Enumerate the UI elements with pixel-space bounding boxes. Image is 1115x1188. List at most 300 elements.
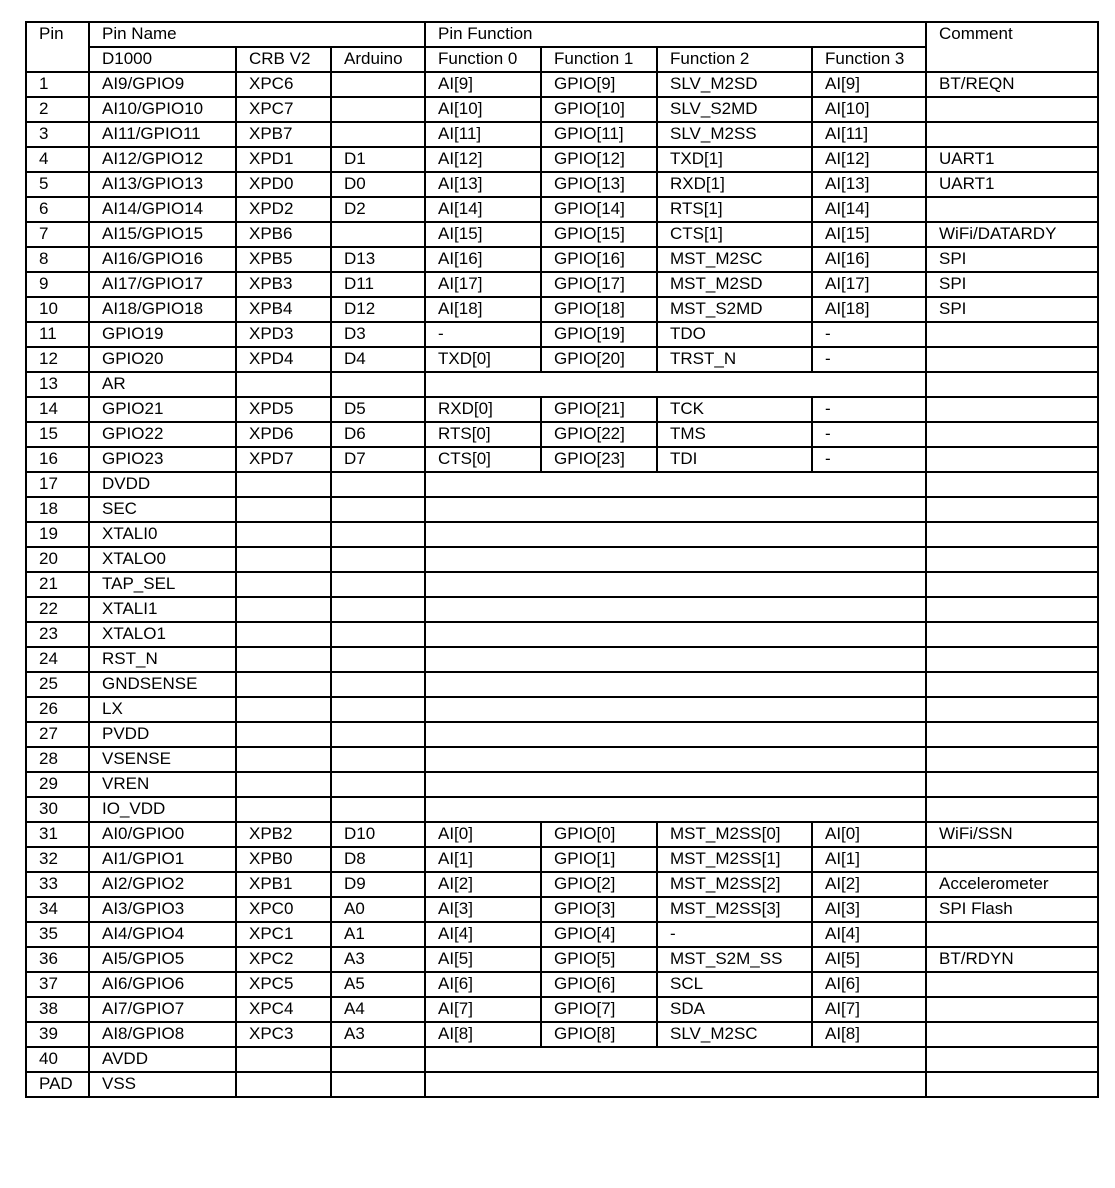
cell-crb-v2: XPC4 [236,997,331,1022]
cell-comment [926,572,1098,597]
cell-pin: 21 [26,572,89,597]
cell-pin: 38 [26,997,89,1022]
cell-arduino [331,372,425,397]
table-row [26,147,1098,172]
cell-comment: SPI Flash [926,897,1098,922]
cell-function-2: SLV_S2MD [657,97,812,122]
cell-comment [926,397,1098,422]
cell-function-2: MST_M2SS[3] [657,897,812,922]
cell-function-3: AI[6] [812,972,926,997]
cell-function-1: GPIO[13] [541,172,657,197]
cell-crb-v2 [236,472,331,497]
cell-arduino [331,647,425,672]
cell-function-2: CTS[1] [657,222,812,247]
cell-function-2: SLV_M2SD [657,72,812,97]
cell-function-0: AI[8] [425,1022,541,1047]
cell-function-0: TXD[0] [425,347,541,372]
cell-d1000: AI2/GPIO2 [89,872,236,897]
cell-arduino [331,222,425,247]
cell-function-0: AI[5] [425,947,541,972]
cell-crb-v2: XPC6 [236,72,331,97]
cell-function-3: AI[9] [812,72,926,97]
cell-crb-v2: XPD0 [236,172,331,197]
cell-function-1: GPIO[16] [541,247,657,272]
table-row [26,672,1098,697]
cell-crb-v2: XPB5 [236,247,331,272]
table-row [26,522,1098,547]
cell-crb-v2: XPB7 [236,122,331,147]
cell-pin-function-empty [425,547,926,572]
cell-function-1: GPIO[4] [541,922,657,947]
header-function-2: Function 2 [657,47,812,72]
cell-function-0: RTS[0] [425,422,541,447]
cell-pin: 5 [26,172,89,197]
table-row [26,247,1098,272]
header-comment: Comment [926,22,1098,72]
cell-arduino [331,1072,425,1097]
cell-function-3: AI[1] [812,847,926,872]
cell-d1000: AI3/GPIO3 [89,897,236,922]
cell-pin: 36 [26,947,89,972]
table-row [26,647,1098,672]
cell-pin: 19 [26,522,89,547]
cell-pin: 32 [26,847,89,872]
cell-arduino [331,1047,425,1072]
cell-arduino [331,122,425,147]
cell-crb-v2: XPB1 [236,872,331,897]
cell-crb-v2 [236,697,331,722]
cell-d1000: AI15/GPIO15 [89,222,236,247]
cell-arduino [331,522,425,547]
cell-comment [926,972,1098,997]
cell-function-0: AI[0] [425,822,541,847]
cell-d1000: AI1/GPIO1 [89,847,236,872]
cell-function-3: AI[2] [812,872,926,897]
cell-pin-function-empty [425,497,926,522]
cell-pin: 10 [26,297,89,322]
cell-comment [926,597,1098,622]
cell-crb-v2: XPC7 [236,97,331,122]
cell-arduino: D9 [331,872,425,897]
header-function-1: Function 1 [541,47,657,72]
cell-comment [926,922,1098,947]
cell-comment: BT/REQN [926,72,1098,97]
table-row [26,972,1098,997]
cell-pin-function-empty [425,672,926,697]
cell-function-2: MST_M2SD [657,272,812,297]
cell-pin-function-empty [425,722,926,747]
cell-function-2: MST_M2SS[2] [657,872,812,897]
cell-crb-v2: XPB2 [236,822,331,847]
cell-pin-function-empty [425,1047,926,1072]
cell-function-2: TMS [657,422,812,447]
cell-d1000: AI12/GPIO12 [89,147,236,172]
cell-pin-function-empty [425,772,926,797]
header-d1000: D1000 [89,47,236,72]
cell-crb-v2: XPD5 [236,397,331,422]
cell-comment [926,647,1098,672]
cell-arduino [331,747,425,772]
cell-function-1: GPIO[22] [541,422,657,447]
table-row [26,847,1098,872]
cell-d1000: AI10/GPIO10 [89,97,236,122]
cell-function-2: TCK [657,397,812,422]
cell-d1000: XTALI0 [89,522,236,547]
cell-d1000: AI17/GPIO17 [89,272,236,297]
cell-function-3: - [812,347,926,372]
table-row [26,1072,1098,1097]
cell-d1000: AI14/GPIO14 [89,197,236,222]
cell-pin: 29 [26,772,89,797]
cell-pin: 17 [26,472,89,497]
cell-crb-v2: XPB0 [236,847,331,872]
cell-crb-v2: XPC5 [236,972,331,997]
cell-pin-function-empty [425,472,926,497]
cell-d1000: GPIO19 [89,322,236,347]
cell-comment [926,522,1098,547]
cell-arduino: A3 [331,1022,425,1047]
cell-arduino: D10 [331,822,425,847]
cell-crb-v2: XPD6 [236,422,331,447]
cell-arduino: D11 [331,272,425,297]
cell-function-2: MST_M2SS[0] [657,822,812,847]
cell-function-1: GPIO[17] [541,272,657,297]
cell-arduino: D0 [331,172,425,197]
table-row [26,397,1098,422]
cell-pin: 13 [26,372,89,397]
cell-function-3: AI[8] [812,1022,926,1047]
cell-crb-v2 [236,1072,331,1097]
table-row [26,372,1098,397]
cell-crb-v2: XPB6 [236,222,331,247]
table-row [26,547,1098,572]
cell-function-3: AI[13] [812,172,926,197]
cell-function-2: RTS[1] [657,197,812,222]
cell-crb-v2: XPD2 [236,197,331,222]
cell-crb-v2: XPD3 [236,322,331,347]
cell-pin-function-empty [425,747,926,772]
cell-d1000: VREN [89,772,236,797]
cell-comment [926,697,1098,722]
cell-pin: 23 [26,622,89,647]
table-row [26,722,1098,747]
cell-comment [926,497,1098,522]
cell-function-1: GPIO[6] [541,972,657,997]
cell-comment: Accelerometer [926,872,1098,897]
cell-d1000: AI16/GPIO16 [89,247,236,272]
cell-d1000: DVDD [89,472,236,497]
cell-pin: 27 [26,722,89,747]
cell-function-0: AI[12] [425,147,541,172]
cell-d1000: AI11/GPIO11 [89,122,236,147]
cell-function-2: TXD[1] [657,147,812,172]
cell-comment: UART1 [926,172,1098,197]
cell-comment [926,797,1098,822]
cell-comment [926,1047,1098,1072]
cell-function-3: AI[16] [812,247,926,272]
cell-arduino [331,672,425,697]
cell-comment [926,1072,1098,1097]
cell-d1000: AI7/GPIO7 [89,997,236,1022]
cell-pin-function-empty [425,597,926,622]
cell-d1000: SEC [89,497,236,522]
table-row [26,297,1098,322]
cell-function-0: AI[4] [425,922,541,947]
table-row [26,697,1098,722]
cell-function-2: - [657,922,812,947]
cell-arduino: D13 [331,247,425,272]
header-function-0: Function 0 [425,47,541,72]
cell-arduino: D12 [331,297,425,322]
cell-pin-function-empty [425,622,926,647]
cell-pin: 3 [26,122,89,147]
cell-comment: WiFi/DATARDY [926,222,1098,247]
cell-pin: 6 [26,197,89,222]
cell-pin: 14 [26,397,89,422]
table-row [26,947,1098,972]
cell-d1000: GPIO20 [89,347,236,372]
cell-function-1: GPIO[15] [541,222,657,247]
table-row [26,472,1098,497]
cell-function-1: GPIO[21] [541,397,657,422]
cell-function-2: TRST_N [657,347,812,372]
table-row [26,772,1098,797]
cell-function-1: GPIO[8] [541,1022,657,1047]
cell-function-0: AI[7] [425,997,541,1022]
cell-pin: 11 [26,322,89,347]
cell-pin: 12 [26,347,89,372]
table-row [26,1022,1098,1047]
cell-function-1: GPIO[20] [541,347,657,372]
cell-arduino: D6 [331,422,425,447]
cell-arduino: D3 [331,322,425,347]
table-row [26,897,1098,922]
cell-function-1: GPIO[23] [541,447,657,472]
cell-d1000: TAP_SEL [89,572,236,597]
cell-comment [926,772,1098,797]
pin-table [25,21,1099,1098]
cell-comment [926,122,1098,147]
cell-pin: 15 [26,422,89,447]
cell-function-3: AI[15] [812,222,926,247]
cell-pin-function-empty [425,797,926,822]
cell-function-0: AI[18] [425,297,541,322]
cell-pin: 9 [26,272,89,297]
cell-arduino [331,472,425,497]
cell-comment [926,347,1098,372]
cell-comment [926,997,1098,1022]
cell-comment [926,847,1098,872]
header-crb-v2: CRB V2 [236,47,331,72]
table-row [26,122,1098,147]
cell-crb-v2 [236,372,331,397]
cell-function-3: AI[7] [812,997,926,1022]
cell-d1000: AI8/GPIO8 [89,1022,236,1047]
cell-function-0: AI[13] [425,172,541,197]
header-row-group [26,22,1098,47]
cell-arduino: A0 [331,897,425,922]
cell-d1000: XTALO0 [89,547,236,572]
cell-function-1: GPIO[0] [541,822,657,847]
cell-function-2: SLV_M2SC [657,1022,812,1047]
cell-function-1: GPIO[1] [541,847,657,872]
cell-function-0: AI[1] [425,847,541,872]
cell-function-0: AI[16] [425,247,541,272]
cell-crb-v2 [236,572,331,597]
cell-function-0: AI[14] [425,197,541,222]
cell-comment [926,722,1098,747]
cell-arduino [331,72,425,97]
cell-function-0: AI[11] [425,122,541,147]
cell-pin: 31 [26,822,89,847]
cell-function-3: AI[10] [812,97,926,122]
table-row [26,872,1098,897]
cell-pin: 30 [26,797,89,822]
table-row [26,797,1098,822]
cell-pin: 24 [26,647,89,672]
table-row [26,172,1098,197]
cell-function-3: AI[0] [812,822,926,847]
cell-function-2: SDA [657,997,812,1022]
table-row [26,1047,1098,1072]
cell-d1000: AR [89,372,236,397]
cell-pin: 20 [26,547,89,572]
cell-arduino: A1 [331,922,425,947]
header-pin-function: Pin Function [425,22,926,47]
cell-d1000: AVDD [89,1047,236,1072]
cell-d1000: AI18/GPIO18 [89,297,236,322]
cell-comment [926,747,1098,772]
cell-function-2: TDI [657,447,812,472]
cell-arduino: A5 [331,972,425,997]
cell-function-2: SLV_M2SS [657,122,812,147]
cell-function-3: - [812,422,926,447]
cell-function-0: AI[2] [425,872,541,897]
table-row [26,222,1098,247]
cell-pin: 39 [26,1022,89,1047]
cell-crb-v2 [236,522,331,547]
cell-crb-v2 [236,497,331,522]
cell-crb-v2 [236,722,331,747]
cell-comment [926,672,1098,697]
cell-function-3: - [812,447,926,472]
cell-pin-function-empty [425,572,926,597]
cell-comment [926,197,1098,222]
cell-d1000: PVDD [89,722,236,747]
cell-pin: 2 [26,97,89,122]
cell-d1000: AI4/GPIO4 [89,922,236,947]
cell-function-0: AI[15] [425,222,541,247]
cell-comment [926,372,1098,397]
cell-d1000: GNDSENSE [89,672,236,697]
cell-comment: SPI [926,272,1098,297]
table-row [26,72,1098,97]
cell-d1000: AI0/GPIO0 [89,822,236,847]
cell-pin: 26 [26,697,89,722]
table-row [26,422,1098,447]
cell-crb-v2 [236,772,331,797]
cell-d1000: IO_VDD [89,797,236,822]
cell-crb-v2 [236,797,331,822]
cell-pin: 16 [26,447,89,472]
header-pin-name: Pin Name [89,22,425,47]
cell-crb-v2 [236,547,331,572]
cell-pin-function-empty [425,647,926,672]
cell-function-0: AI[17] [425,272,541,297]
cell-crb-v2: XPC1 [236,922,331,947]
cell-comment [926,447,1098,472]
cell-d1000: XTALO1 [89,622,236,647]
cell-arduino [331,97,425,122]
cell-function-1: GPIO[2] [541,872,657,897]
cell-arduino [331,497,425,522]
cell-function-0: AI[10] [425,97,541,122]
cell-pin: PAD [26,1072,89,1097]
cell-pin-function-empty [425,697,926,722]
cell-crb-v2 [236,1047,331,1072]
cell-comment [926,322,1098,347]
cell-arduino [331,572,425,597]
cell-arduino: A4 [331,997,425,1022]
cell-function-2: MST_M2SS[1] [657,847,812,872]
cell-d1000: AI13/GPIO13 [89,172,236,197]
cell-function-1: GPIO[5] [541,947,657,972]
cell-arduino: D8 [331,847,425,872]
cell-crb-v2: XPD4 [236,347,331,372]
cell-arduino [331,697,425,722]
cell-pin: 34 [26,897,89,922]
cell-crb-v2 [236,647,331,672]
cell-crb-v2 [236,622,331,647]
table-row [26,447,1098,472]
cell-pin: 8 [26,247,89,272]
cell-d1000: XTALI1 [89,597,236,622]
cell-d1000: GPIO22 [89,422,236,447]
cell-arduino [331,622,425,647]
cell-arduino [331,772,425,797]
table-row [26,572,1098,597]
cell-arduino: D7 [331,447,425,472]
cell-pin: 28 [26,747,89,772]
cell-function-3: AI[5] [812,947,926,972]
cell-pin: 33 [26,872,89,897]
header-arduino: Arduino [331,47,425,72]
cell-comment [926,622,1098,647]
cell-d1000: LX [89,697,236,722]
cell-function-1: GPIO[11] [541,122,657,147]
table-row [26,347,1098,372]
cell-comment: UART1 [926,147,1098,172]
cell-crb-v2: XPB4 [236,297,331,322]
table-row [26,497,1098,522]
cell-function-3: - [812,397,926,422]
cell-arduino [331,597,425,622]
cell-comment [926,1022,1098,1047]
cell-arduino [331,547,425,572]
cell-comment: SPI [926,247,1098,272]
cell-function-2: MST_S2MD [657,297,812,322]
cell-function-1: GPIO[14] [541,197,657,222]
table-row [26,622,1098,647]
cell-function-0: AI[9] [425,72,541,97]
cell-function-1: GPIO[7] [541,997,657,1022]
cell-comment [926,472,1098,497]
cell-crb-v2 [236,747,331,772]
cell-pin-function-empty [425,1072,926,1097]
cell-d1000: VSENSE [89,747,236,772]
cell-d1000: RST_N [89,647,236,672]
table-row [26,922,1098,947]
